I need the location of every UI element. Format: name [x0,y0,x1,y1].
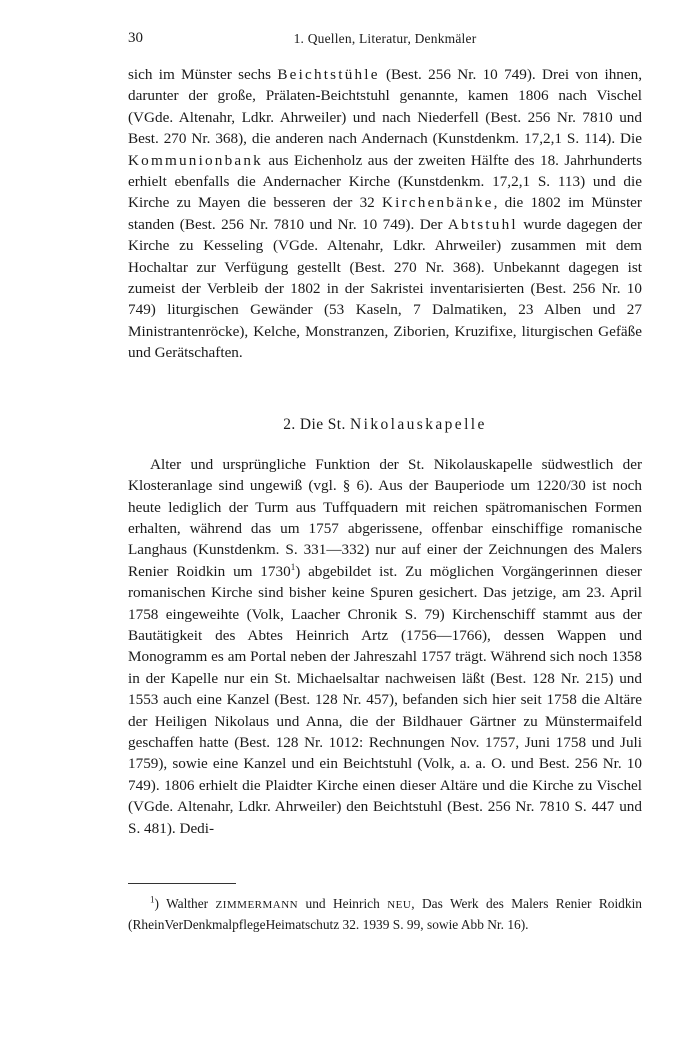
page-number: 30 [128,30,143,46]
author-name-zimmermann: ZIMMERMANN [215,899,299,911]
text-run: aus Eichenholz aus der zweiten Hälfte des 18. Jahrhunderts erhielt ebenfalls die Andernacher Kirche (Kunstdenkm. 17,2,1 S. 113) und die Kirche zu Mayen die besseren der 32 [128,151,642,212]
footnote-reference[interactable]: 1 [290,561,296,572]
section-heading-prefix: 2. Die St. [283,415,351,433]
section-heading [128,416,642,434]
text-run: sich im Münster sechs [128,66,278,83]
paragraph-furnishings [128,64,642,364]
text-run: wurde dagegen der Kirche zu Kesseling (VGde. Altenahr, Ldkr. Ahrweiler) zusammen mit dem Hochaltar zur Verfügung gestellt (Best. 270 Nr. 368). Unbekannt dagegen ist zumeist der Verbleib der 1802 in der Sakristei inventarisierten (Best. 256 Nr. 10 749) liturgischen Gewänder (53 Kaseln, 7 Dalmatiken, 23 Alben und 27 Ministrantenröcke), Kelche, Monstranzen, Ziborien, Kruzifixe, liturgischen Gefäße und Gerätschaften. [128,215,642,362]
emphasis-abtstuhl: Abtstuhl [447,215,518,233]
author-name-neu: NEU [387,899,412,911]
footnote-divider [128,883,236,884]
running-title: 1. Quellen, Literatur, Denkmäler [293,31,477,46]
section-heading-title: Nikolauskapelle [350,415,487,433]
footnote-mark: 1 [150,894,155,905]
emphasis-beichtstuehle: Beichtstühle [277,66,380,83]
emphasis-kommunionbank: Kommunionbank [128,151,263,169]
text-run: ) Walther [154,896,216,911]
emphasis-kirchenbaenke: Kirchenbänke [382,194,494,212]
paragraph-nikolauskapelle [128,454,642,839]
text-run: ) abgebildet ist. Zu möglichen Vorgängerinnen dieser romanischen Kirche sind bisher keine Spuren gesichert. Das jetzige, am 23. April 1758 eingeweihte (Volk, Laacher Chronik S. 79) Kirchenschiff stammt aus der Bautätigkeit des Abtes Heinrich Artz (1756—1766), dessen Wappen und Monogramm es am Portal neben der Jahreszahl 1757 trägt. Während sich noch 1358 in der Kapelle nur ein St. Michaelsaltar nachweisen läßt (Best. 128 Nr. 215) und 1553 auch eine Kanzel (Best. 128 Nr. 457), befanden sich hier seit 1758 die Altäre der Heiligen Nikolaus und Anna, die der Bildhauer Gärtner zu Münstermaifeld geschaffen hatte (Best. 128 Nr. 1012: Rechnungen Nov. 1757, Juni 1758 und Juli 1759), sowie eine Kanzel und ein Beichtstuhl (Volk, a. a. O. und Best. 256 Nr. 10 749). 1806 erhielt die Plaidter Kirche einen dieser Altäre und die Kirche zu Vischel (VGde. Altenahr, Ldkr. Ahrweiler) den Beichtstuhl (Best. 256 Nr. 7810 S. 447 und S. 481). Dedi- [128,562,642,837]
text-run: Alter und ursprüngliche Funktion der St. Nikolauskapelle südwestlich der Klosteranlage sind ungewiß (vgl. § 6). Aus der Bauperiode um 1220/30 ist noch heute lediglich der Turm aus Tuffquadern mit reichen spätromanischen Formen erhalten, während das um 1757 abgerissene, offenbar einschiffige romanische Langhaus (Kunstdenkm. S. 331—332) nur auf einer der Zeichnungen des Malers Renier Roidkin um 1730 [128,455,642,580]
text-run: , Das Werk des Malers Renier Roidkin (RheinVerDenkmalpflegeHeimatschutz 32. 1939 S. 99, sowie Abb Nr. 16). [128,896,642,932]
running-head [128,30,642,52]
footnote [128,894,642,934]
text-run: , die 1802 im Münster standen (Best. 256 Nr. 7810 und Nr. 10 749). Der [128,194,642,233]
text-run: (Best. 256 Nr. 10 749). Drei von ihnen, darunter der große, Prälaten-Beichtstuhl genannte, kamen 1806 nach Vischel (VGde. Altenahr, Ldkr. Ahrweiler) und nach Niederfell (Best. 256 Nr. 7810 und Best. 270 Nr. 368), die anderen nach Andernach (Kunstdenkm. 17,2,1 S. 114). Die [128,66,643,148]
text-run: und Heinrich [298,896,388,911]
book-page [128,30,642,934]
